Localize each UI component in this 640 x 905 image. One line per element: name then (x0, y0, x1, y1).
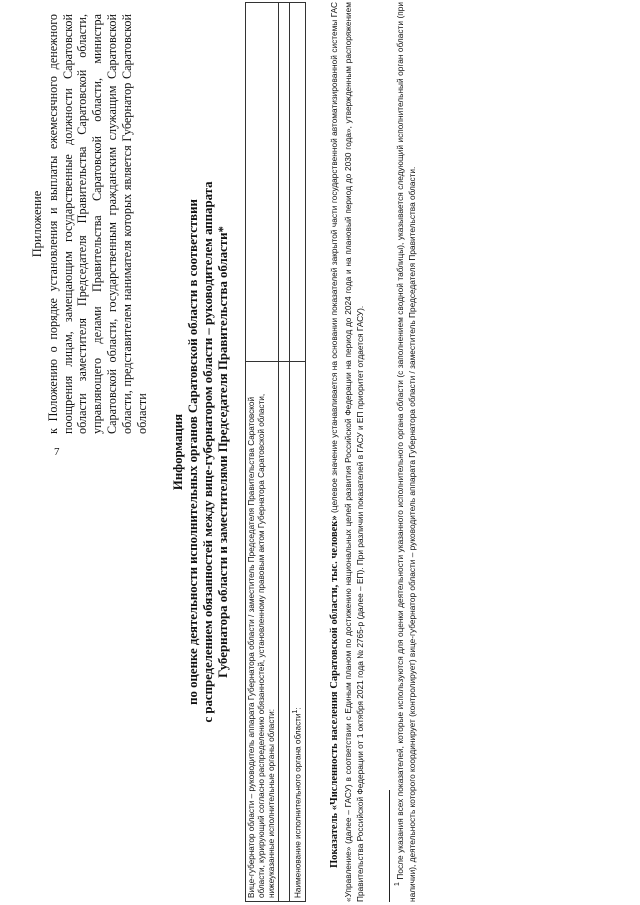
table-row (246, 3, 279, 902)
spacer-cell (279, 362, 290, 902)
footnote (392, 2, 418, 902)
curator-cell: Вице-губернатор области – руководитель аппарата Губернатора области / заместитель Председателя Правительства Саратовской области, курирующий согласно распределению обязанностей, установленному правовым актом Губернатора Саратовской области, нижеуказанные исполнительные органы области: (246, 362, 279, 902)
heading-line-3: с распределением обязанностей между вице-губернатором области – руководителем аппарата (201, 181, 216, 723)
empty-cell (246, 3, 279, 362)
footnote-ref: 1 (292, 709, 300, 714)
empty-cell (279, 3, 290, 362)
table-row (290, 3, 306, 902)
empty-cell (290, 3, 306, 362)
appendix-block (30, 14, 149, 434)
indicator-text: (целевое значение устанавливается на основании показателей закрытой части государственной автоматизированной системы ГАС «Управление» (далее – ГАСУ) в соответствии с Единым планом по достижению национальных целей развития Российской Федерации на период до 2024 года и на плановый период до 2030 года», утвержденным распоряжением Правительства Российской Федерации от 1 октября 2021 года № 2765-р (далее – ЕП). При различии показателей в ГАСУ и ЕП приоритет отдается ГАСУ). (329, 2, 366, 902)
indicator-label: Показатель «Численность населения Саратовской области, тыс. человек» (329, 515, 341, 868)
info-table (245, 2, 306, 902)
heading-line-2: по оценке деятельности исполнительных органов Саратовской области в соответствии (186, 199, 201, 705)
appendix-title: Приложение (30, 190, 44, 258)
footnote-divider (389, 790, 390, 902)
indicator-paragraph (328, 2, 367, 902)
footnote-marker: 1 (393, 882, 401, 886)
organ-name-label: Наименование исполнительного органа области (294, 713, 304, 898)
table-row (279, 3, 290, 902)
organ-name-cell (290, 362, 306, 902)
organ-name-colon: : (294, 707, 304, 710)
appendix-text: к Положению о порядке установления и выплаты ежемесячного денежного поощрения лицам, замещающим государственные должности Саратовской области заместителя Председателя Правительства Саратовской области, управляющего делами Правительства Саратовской области, министра Саратовской области, государственным гражданским служащим Саратовской области, представителем нанимателя которых является Губернатор Саратовской области (45, 14, 149, 434)
page-number: 7 (54, 446, 60, 458)
heading-line-1: Информация (171, 413, 186, 491)
footnote-text: После указания всех показателей, которые используются для оценки деятельности указанного исполнительного органа области (с заполнением сводной таблицы), указывается следующий исполнительный орган области (при наличии), деятельность которого координирует (контролирует) вице-губернатор области – руководитель аппарата Губернатора области / заместитель Председателя Правительства области. (394, 2, 417, 902)
rotated-page-content (30, 2, 610, 902)
document-heading (171, 2, 231, 902)
heading-line-4: Губернатора области и заместителями Председателя Правительства области* (216, 226, 231, 678)
